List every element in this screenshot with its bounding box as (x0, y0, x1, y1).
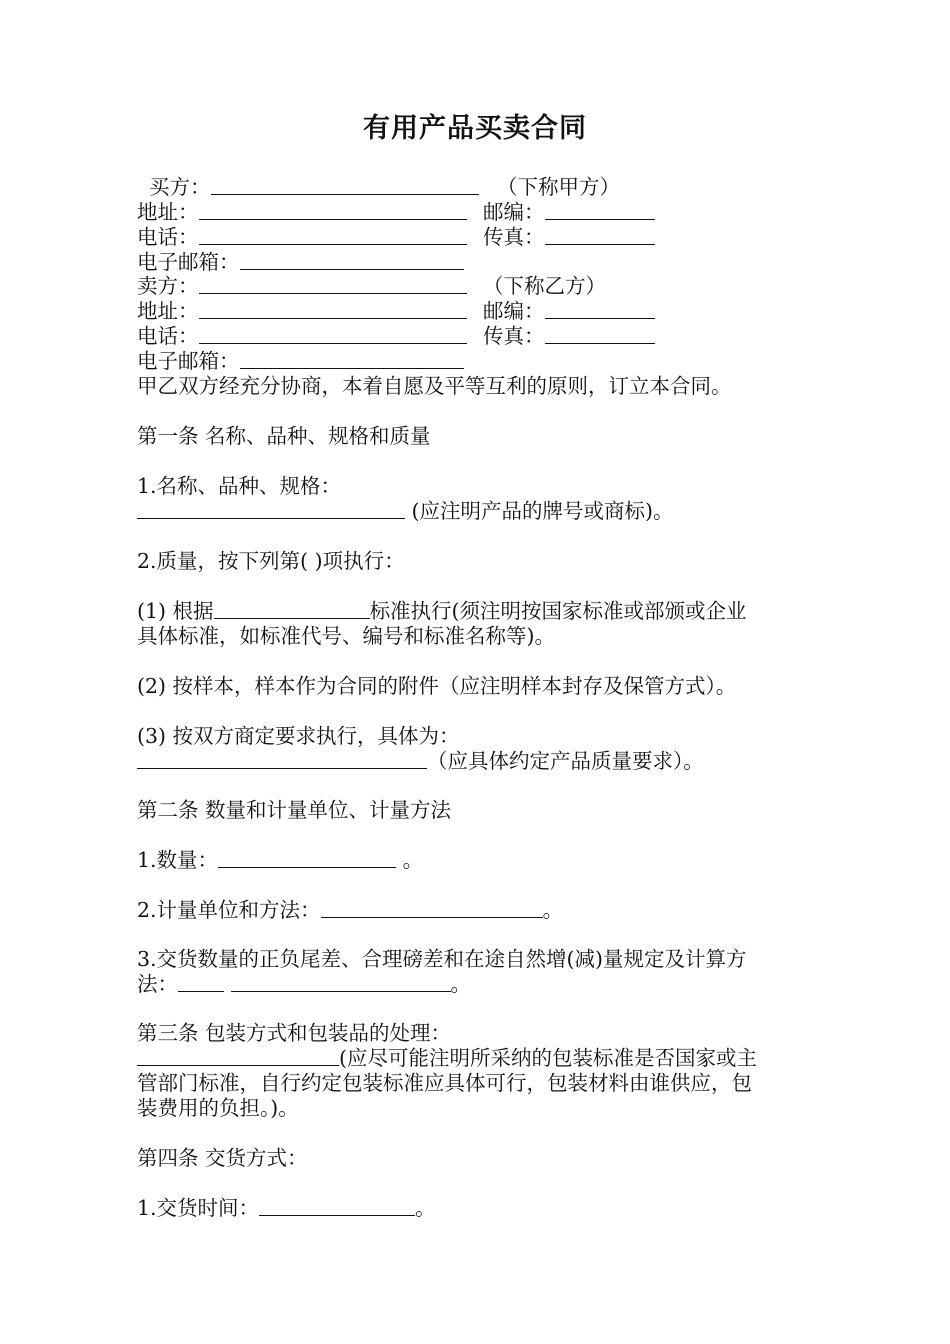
quality-option3-line (137, 749, 817, 774)
quantity-blank (218, 849, 396, 868)
article2-item3: 3.交货数量的正负尾差、合理磅差和在途自然增(减)量规定及计算方 (137, 947, 747, 971)
fax-field (483, 324, 655, 349)
quality-option3: (3) 按双方商定要求执行，具体为： (137, 724, 460, 748)
packaging-blank (137, 1047, 339, 1066)
delivery-time-label: 1.交货时间： (137, 1196, 260, 1220)
article4-item1 (137, 1196, 817, 1221)
article1-item1-line (137, 499, 817, 524)
buyer-line (137, 175, 829, 200)
seller-phone-line (137, 324, 817, 349)
delivery-time-blank (259, 1197, 415, 1216)
article1-item2: 2.质量，按下列第( )项执行： (137, 549, 405, 573)
fax-blank (545, 325, 655, 344)
buyer-note: （下称甲方） (497, 175, 620, 199)
article1-heading: 第一条 名称、品种、规格和质量 (137, 424, 431, 448)
buyer-label: 买方： (149, 175, 211, 199)
fax-blank (545, 226, 655, 245)
article1-item1: 1.名称、品种、规格： (137, 474, 342, 498)
opt3-note: （应具体约定产品质量要求）。 (427, 749, 704, 773)
fax-label: 传真： (483, 225, 545, 249)
email-blank (240, 350, 464, 369)
postcode-field (483, 299, 655, 324)
article3-note-line1 (137, 1046, 817, 1071)
product-spec-blank (137, 500, 405, 519)
postcode-blank (545, 201, 655, 220)
intro-paragraph: 甲乙双方经充分协商，本着自愿及平等互利的原则，订立本合同。 (137, 374, 732, 398)
seller-address-line (137, 299, 817, 324)
article3-note-line3: 装费用的负担。)。 (137, 1096, 299, 1120)
article3-heading: 第三条 包装方式和包装品的处理： (137, 1021, 452, 1045)
phone-label: 电话： (137, 225, 199, 249)
article3-note-line2: 管部门标准，自行约定包装标准应具体可行，包装材料由谁供应，包 (137, 1071, 752, 1095)
address-label: 地址： (137, 200, 199, 224)
item3-end: 。 (450, 972, 472, 996)
phone-blank (199, 325, 467, 344)
buyer-phone-line (137, 225, 817, 250)
seller-line (137, 274, 817, 299)
phone-blank (199, 226, 467, 245)
quality-option1-cont: 具体标准，如标准代号、编号和标准名称等)。 (137, 624, 555, 648)
address-blank (199, 201, 467, 220)
seller-label: 卖方： (137, 274, 199, 298)
item1-note: (应注明产品的牌号或商标)。 (411, 499, 674, 523)
packaging-note-1: (应尽可能注明所采纳的包装标准是否国家或主 (339, 1046, 757, 1070)
buyer-email-line (137, 250, 817, 275)
postcode-label: 邮编： (483, 200, 545, 224)
unit-method-label: 2.计量单位和方法： (137, 898, 321, 922)
email-blank (240, 251, 464, 270)
document-title: 有用产品买卖合同 (363, 113, 587, 144)
tolerance-blank-2 (231, 973, 451, 992)
opt1-suffix: 标准执行(须注明按国家标准或部颁或企业 (369, 599, 747, 623)
quantity-label: 1.数量： (137, 848, 219, 872)
seller-email-line (137, 349, 817, 374)
opt1-prefix: (1) 根据 (137, 599, 214, 623)
seller-note: （下称乙方） (483, 274, 606, 298)
postcode-field (483, 200, 655, 225)
address-blank (199, 300, 467, 319)
article2-item1 (137, 848, 817, 873)
postcode-label: 邮编： (483, 299, 545, 323)
buyer-address-line (137, 200, 817, 225)
unit-method-end: 。 (542, 898, 564, 922)
postcode-blank (545, 300, 655, 319)
quality-requirement-blank (137, 750, 427, 769)
quality-option2: (2) 按样本，样本作为合同的附件（应注明样本封存及保管方式）。 (137, 674, 737, 698)
seller-blank (199, 275, 467, 294)
article4-heading: 第四条 交货方式： (137, 1146, 308, 1170)
buyer-blank (211, 176, 479, 195)
email-label: 电子邮箱： (137, 250, 240, 274)
article2-item3-cont (137, 972, 817, 997)
unit-method-blank (321, 899, 543, 918)
standard-blank (214, 600, 370, 619)
tolerance-blank-1 (178, 973, 224, 992)
delivery-time-end: 。 (415, 1196, 436, 1220)
article2-heading: 第二条 数量和计量单位、计量方法 (137, 798, 452, 822)
item3-prefix: 法： (137, 972, 178, 996)
article2-item2 (137, 898, 817, 923)
quantity-end: 。 (402, 848, 424, 872)
quality-option1 (137, 599, 817, 624)
fax-label: 传真： (483, 324, 545, 348)
email-label: 电子邮箱： (137, 349, 240, 373)
address-label: 地址： (137, 299, 199, 323)
fax-field (483, 225, 655, 250)
phone-label: 电话： (137, 324, 199, 348)
